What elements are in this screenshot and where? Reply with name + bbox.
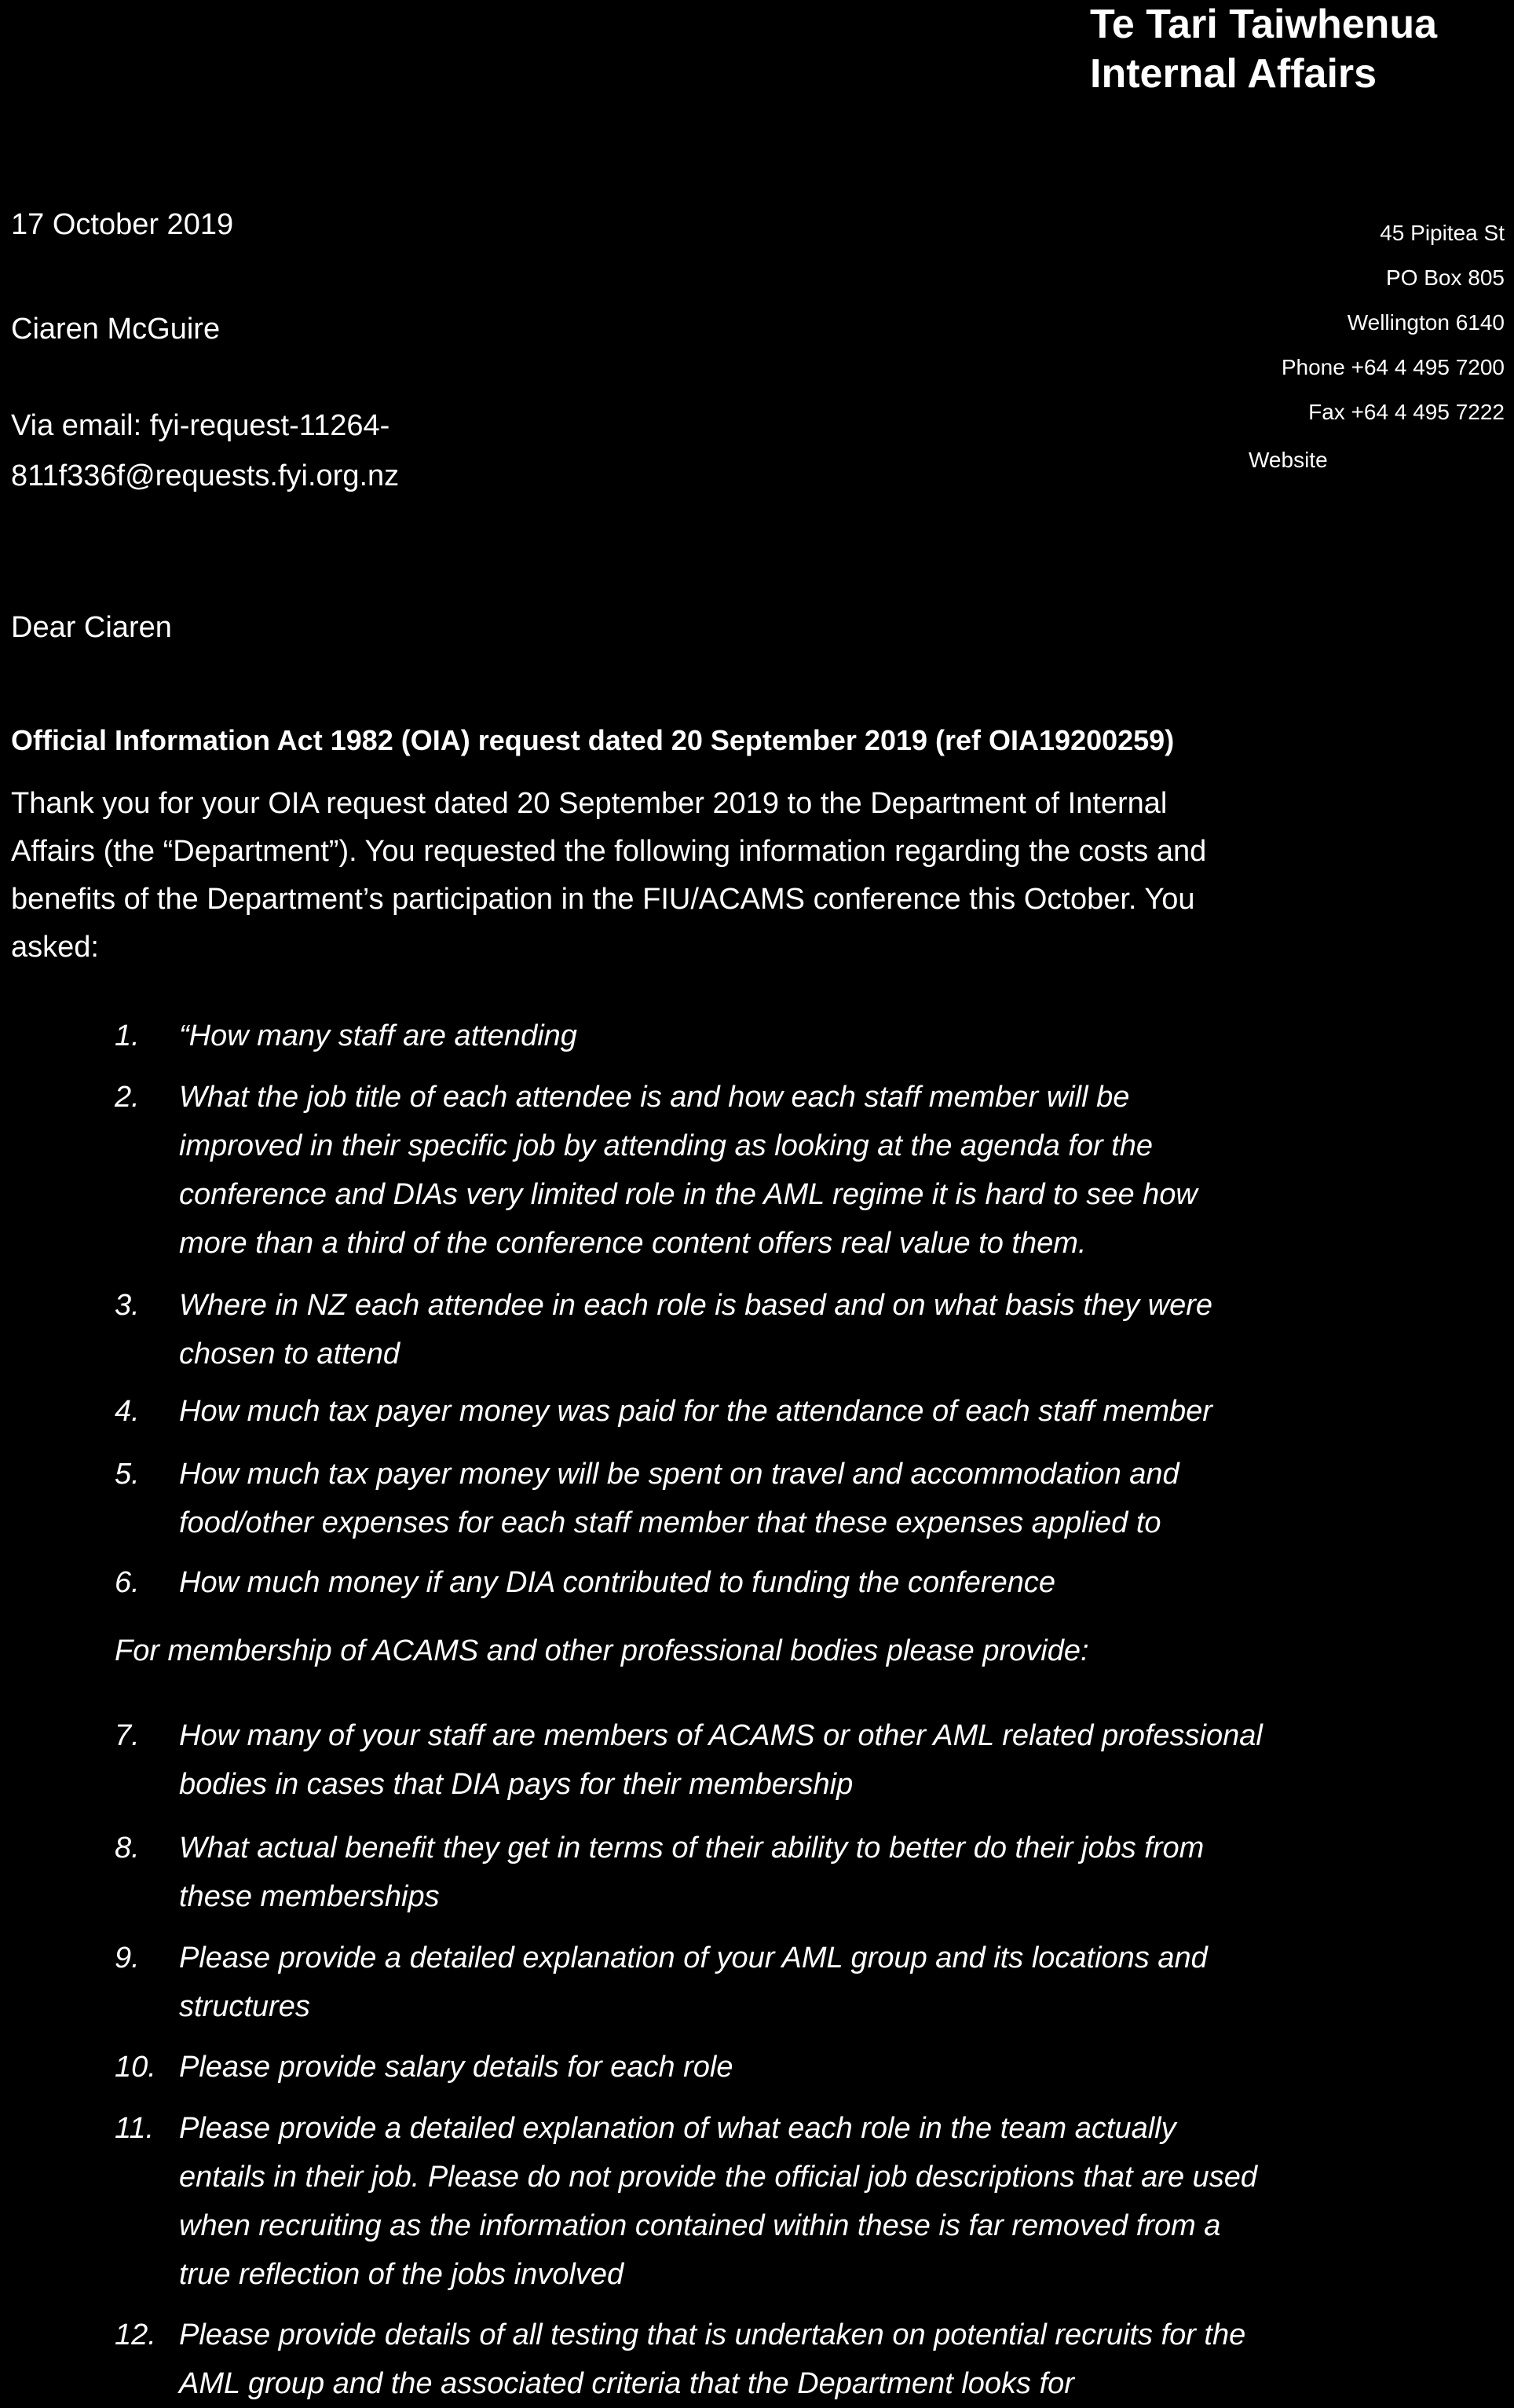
address-city: Wellington 6140 <box>1347 310 1505 335</box>
recipient-email-line-1: Via email: fyi-request-11264- <box>11 409 390 442</box>
letter-date: 17 October 2019 <box>11 208 234 241</box>
request-item-number: 9. <box>115 1941 140 1974</box>
subject-heading: Official Information Act 1982 (OIA) request dated 20 September 2019 (ref OIA19200259) <box>11 724 1175 756</box>
request-item-line: “How many staff are attending <box>179 1019 577 1052</box>
request-item <box>115 2043 733 2091</box>
request-item-line: Please provide a detailed explanation of what each role in the team actually <box>179 2112 1176 2145</box>
intro-line: Affairs (the “Department”). You requested the following information regarding the costs and <box>11 835 1207 868</box>
request-item-line: chosen to attend <box>179 1338 400 1371</box>
request-item-line: What actual benefit they get in terms of their ability to better do their jobs from <box>179 1832 1205 1865</box>
request-item-number: 11. <box>115 2112 155 2145</box>
request-item-number: 1. <box>115 1019 140 1052</box>
request-item-line: How many of your staff are members of ACAMS or other AML related professional <box>179 1719 1263 1752</box>
request-item-line: How much tax payer money will be spent on travel and accommodation and <box>179 1458 1179 1491</box>
request-item-line: Please provide salary details for each role <box>179 2051 733 2084</box>
website-link[interactable]: Website <box>1249 448 1328 472</box>
request-item-line: Please provide a detailed explanation of your AML group and its locations and <box>179 1941 1208 1974</box>
request-item-line: How much tax payer money was paid for the attendance of each staff member <box>179 1395 1212 1428</box>
intro-line: benefits of the Department’s participation in the FIU/ACAMS conference this October. You <box>11 883 1195 916</box>
salutation: Dear Ciaren <box>11 611 172 644</box>
address-street: 45 Pipitea St <box>1380 221 1505 245</box>
request-item <box>115 1073 1198 1268</box>
request-item-number: 12. <box>115 2318 156 2351</box>
request-item <box>115 1558 1055 1607</box>
request-item <box>115 1934 1208 2031</box>
request-item <box>115 1824 1205 1921</box>
request-item-number: 6. <box>115 1566 140 1599</box>
recipient-name: Ciaren McGuire <box>11 313 221 346</box>
letterhead-title-maori: Te Tari Taiwhenua <box>1090 2 1438 47</box>
request-item-line: entails in their job. Please do not provide the official job descriptions that are used <box>179 2161 1258 2194</box>
request-item-number: 8. <box>115 1832 140 1865</box>
address-phone: Phone +64 4 495 7200 <box>1281 355 1505 379</box>
request-item-line: structures <box>179 1990 310 2023</box>
request-item-number: 2. <box>115 1081 140 1114</box>
request-item-number: 5. <box>115 1458 140 1491</box>
request-item-line: What the job title of each attendee is and how each staff member will be <box>179 1081 1130 1114</box>
request-item-line: AML group and the associated criteria that the Department looks for <box>179 2367 1074 2400</box>
request-item <box>115 1711 1263 1809</box>
intro-line: Thank you for your OIA request dated 20 September 2019 to the Department of Internal <box>11 787 1168 820</box>
request-item <box>115 1281 1212 1378</box>
address-po-box: PO Box 805 <box>1386 265 1505 290</box>
request-item-line: Where in NZ each attendee in each role is based and on what basis they were <box>179 1289 1212 1322</box>
request-item-line: improved in their specific job by attending as looking at the agenda for the <box>179 1129 1153 1162</box>
request-item-line: How much money if any DIA contributed to funding the conference <box>179 1566 1055 1599</box>
request-item-number: 4. <box>115 1395 140 1428</box>
request-item <box>115 2311 1246 2408</box>
request-item <box>115 1450 1179 1547</box>
letterhead-title-english: Internal Affairs <box>1090 51 1377 97</box>
request-item-line: Please provide details of all testing that is undertaken on potential recruits for the <box>179 2318 1246 2351</box>
request-item-line: more than a third of the conference content offers real value to them. <box>179 1227 1087 1260</box>
membership-intro: For membership of ACAMS and other professional bodies please provide: <box>115 1634 1089 1667</box>
request-item-line: true reflection of the jobs involved <box>179 2258 624 2291</box>
address-fax: Fax +64 4 495 7222 <box>1308 400 1505 424</box>
intro-paragraph <box>11 780 1206 972</box>
request-item <box>115 2104 1258 2299</box>
intro-line: asked: <box>11 931 99 964</box>
request-item <box>115 1387 1212 1436</box>
request-item-line: bodies in cases that DIA pays for their membership <box>179 1768 854 1801</box>
request-item-number: 7. <box>115 1719 140 1752</box>
request-item-number: 10. <box>115 2051 156 2084</box>
request-item-line: food/other expenses for each staff member that these expenses applied to <box>179 1506 1161 1539</box>
request-item-line: these memberships <box>179 1880 440 1913</box>
request-item-number: 3. <box>115 1289 140 1322</box>
request-item-line: conference and DIAs very limited role in the AML regime it is hard to see how <box>179 1178 1198 1211</box>
recipient-email-line-2: 811f336f@requests.fyi.org.nz <box>11 459 400 492</box>
request-item-line: when recruiting as the information contained within these is far removed from a <box>179 2209 1221 2242</box>
request-item <box>115 1012 577 1060</box>
